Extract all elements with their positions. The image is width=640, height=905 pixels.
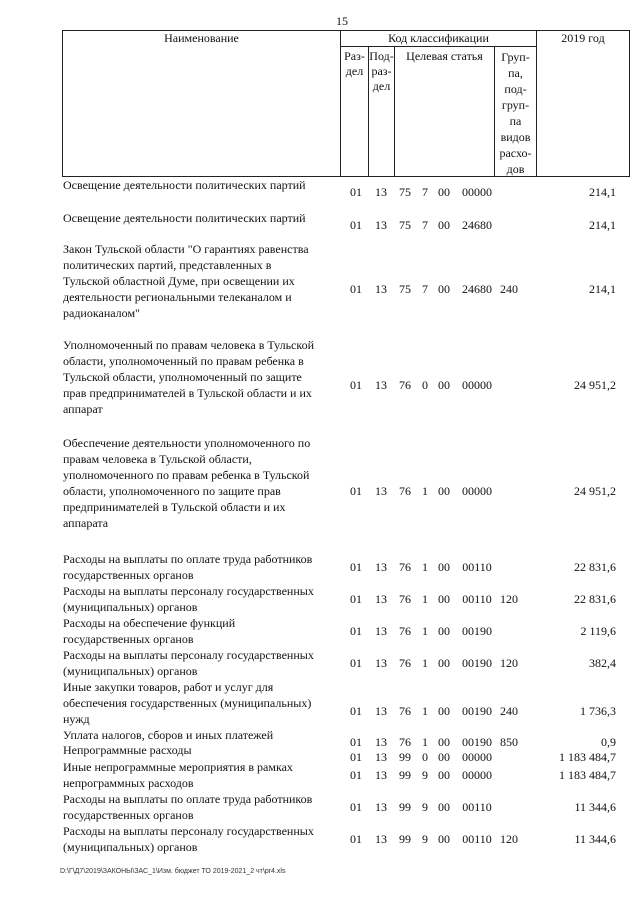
table-row	[62, 583, 630, 615]
row-target-subprogram: 0	[422, 378, 428, 392]
row-name-line: Расходы на выплаты персоналу государственных	[63, 648, 314, 662]
row-target-direction: 00	[438, 832, 450, 846]
row-name	[63, 551, 339, 583]
row-name-line: (муниципальных) органов	[63, 664, 198, 678]
row-name-line: (муниципальных) органов	[63, 840, 198, 854]
table-row	[62, 679, 630, 727]
table-row	[62, 742, 630, 764]
row-amount: 22 831,6	[574, 560, 616, 574]
row-target-subprogram: 1	[422, 624, 428, 638]
header-group-line: па	[509, 114, 522, 128]
row-razdel: 01	[350, 560, 362, 574]
row-target-direction: 00	[438, 185, 450, 199]
row-name	[63, 337, 339, 417]
row-name-line: правам человека в Тульской области,	[63, 452, 252, 466]
table-header	[62, 30, 630, 177]
row-amount: 11 344,6	[574, 832, 616, 846]
header-group-line: дов	[506, 162, 525, 176]
row-target-program: 99	[399, 750, 411, 764]
row-name-line: Тульской области, уполномоченный по защите	[63, 370, 302, 384]
row-group: 120	[500, 592, 518, 606]
header-group-line: под-	[504, 82, 527, 96]
header-name	[62, 30, 340, 177]
row-name-line: Непрограммные расходы	[63, 743, 192, 757]
row-razdel: 01	[350, 378, 362, 392]
row-amount: 214,1	[589, 282, 616, 296]
row-name-line: прав предпринимателей в Тульской области и их	[63, 386, 312, 400]
row-target-program: 76	[399, 484, 411, 498]
row-podrazdel: 13	[375, 656, 387, 670]
row-name-line: области, уполномоченного по защите прав	[63, 484, 281, 498]
file-path-footer: D:\Г\Д7\2019\ЗАКОНЫ\ЗАС_1\Изм. бюджет ТО 2019-2021_2 чт\pr4.xls	[60, 868, 286, 875]
row-name-line: Расходы на обеспечение функций	[63, 616, 236, 630]
header-podrazdel-line: раз-	[371, 64, 392, 78]
header-podrazdel-line: дел	[372, 79, 391, 93]
row-amount: 11 344,6	[574, 800, 616, 814]
row-target-subprogram: 7	[422, 185, 428, 199]
row-name-line: Иные закупки товаров, работ и услуг для	[63, 680, 274, 694]
row-razdel: 01	[350, 832, 362, 846]
row-razdel: 01	[350, 768, 362, 782]
row-podrazdel: 13	[375, 592, 387, 606]
row-name	[63, 435, 339, 531]
row-name	[63, 583, 339, 615]
row-target-direction: 00	[438, 704, 450, 718]
row-podrazdel: 13	[375, 484, 387, 498]
header-name-label: Наименование	[164, 31, 239, 45]
row-target-subprogram: 9	[422, 800, 428, 814]
row-razdel: 01	[350, 185, 362, 199]
row-target-program: 75	[399, 218, 411, 232]
row-target-code: 00000	[462, 768, 492, 782]
row-name-line: аппарат	[63, 402, 103, 416]
row-target-subprogram: 7	[422, 218, 428, 232]
row-amount: 2 119,6	[580, 624, 616, 638]
row-name	[63, 679, 339, 727]
table-row	[62, 337, 630, 417]
table-row	[62, 647, 630, 679]
row-target-direction: 00	[438, 592, 450, 606]
row-podrazdel: 13	[375, 832, 387, 846]
table-row	[62, 727, 630, 749]
row-name	[63, 727, 339, 743]
header-target	[394, 46, 494, 177]
row-name-line: Тульской областной Думе, при освещении их	[63, 274, 295, 288]
row-podrazdel: 13	[375, 735, 387, 749]
row-razdel: 01	[350, 704, 362, 718]
row-razdel: 01	[350, 218, 362, 232]
row-name-line: Иные непрограммные мероприятия в рамках	[63, 760, 293, 774]
row-name	[63, 742, 339, 758]
row-name-line: Освещение деятельности политических партий	[63, 211, 306, 225]
row-group: 120	[500, 656, 518, 670]
row-podrazdel: 13	[375, 378, 387, 392]
table-row	[62, 210, 630, 232]
row-target-direction: 00	[438, 624, 450, 638]
row-razdel: 01	[350, 282, 362, 296]
row-name-line: политических партий, представленных в	[63, 258, 272, 272]
header-podrazdel-line: Под-	[369, 49, 394, 63]
row-podrazdel: 13	[375, 704, 387, 718]
row-podrazdel: 13	[375, 185, 387, 199]
row-name-line: Уполномоченный по правам человека в Тульской	[63, 338, 315, 352]
header-code	[340, 30, 536, 46]
row-name-line: Закон Тульской области "О гарантиях равенства	[63, 242, 309, 256]
row-target-code: 24680	[462, 282, 492, 296]
table-row	[62, 791, 630, 823]
row-name	[63, 823, 339, 855]
row-razdel: 01	[350, 750, 362, 764]
row-amount: 24 951,2	[574, 378, 616, 392]
row-amount: 1 183 484,7	[559, 750, 616, 764]
header-code-label: Код классификации	[388, 31, 489, 45]
row-target-subprogram: 1	[422, 560, 428, 574]
row-amount: 1 183 484,7	[559, 768, 616, 782]
row-target-program: 99	[399, 768, 411, 782]
row-podrazdel: 13	[375, 282, 387, 296]
row-target-code: 00190	[462, 656, 492, 670]
row-podrazdel: 13	[375, 750, 387, 764]
row-razdel: 01	[350, 624, 362, 638]
header-group-line: видов	[500, 130, 531, 144]
row-name-line: Расходы на выплаты персоналу государственных	[63, 584, 314, 598]
row-target-direction: 00	[438, 800, 450, 814]
row-target-subprogram: 1	[422, 656, 428, 670]
row-target-subprogram: 9	[422, 832, 428, 846]
header-razdel-line: дел	[345, 64, 364, 78]
row-razdel: 01	[350, 800, 362, 814]
row-amount: 24 951,2	[574, 484, 616, 498]
row-target-code: 00110	[462, 560, 492, 574]
row-name-line: уполномоченного по правам ребенка в Тульской	[63, 468, 310, 482]
row-target-direction: 00	[438, 218, 450, 232]
row-name-line: области, уполномоченный по правам ребенка в	[63, 354, 304, 368]
row-target-program: 76	[399, 624, 411, 638]
row-group: 240	[500, 282, 518, 296]
row-target-code: 00000	[462, 750, 492, 764]
row-name	[63, 210, 339, 226]
row-target-code: 00110	[462, 832, 492, 846]
row-target-direction: 00	[438, 656, 450, 670]
row-name-line: государственных органов	[63, 568, 194, 582]
row-target-subprogram: 9	[422, 768, 428, 782]
row-podrazdel: 13	[375, 560, 387, 574]
row-target-direction: 00	[438, 484, 450, 498]
header-year-label: 2019 год	[561, 31, 605, 45]
row-podrazdel: 13	[375, 768, 387, 782]
row-target-subprogram: 7	[422, 282, 428, 296]
row-name	[63, 759, 339, 791]
row-target-code: 00110	[462, 592, 492, 606]
row-target-code: 00190	[462, 624, 492, 638]
row-target-code: 00190	[462, 704, 492, 718]
row-name-line: государственных органов	[63, 632, 194, 646]
row-target-program: 76	[399, 704, 411, 718]
header-group-line: Груп-	[501, 50, 530, 64]
row-target-program: 76	[399, 560, 411, 574]
row-name-line: государственных органов	[63, 808, 194, 822]
row-razdel: 01	[350, 592, 362, 606]
row-target-code: 00190	[462, 735, 492, 749]
row-target-subprogram: 1	[422, 704, 428, 718]
row-amount: 1 736,3	[580, 704, 616, 718]
row-target-program: 76	[399, 592, 411, 606]
row-name-line: радиоканалом"	[63, 306, 140, 320]
row-target-code: 00110	[462, 800, 492, 814]
row-amount: 382,4	[589, 656, 616, 670]
row-name	[63, 241, 339, 321]
header-razdel	[340, 46, 368, 177]
row-name-line: Расходы на выплаты по оплате труда работников	[63, 552, 313, 566]
header-group	[494, 46, 536, 177]
row-name	[63, 615, 339, 647]
row-name-line: непрограммных расходов	[63, 776, 194, 790]
row-amount: 214,1	[589, 185, 616, 199]
row-target-program: 76	[399, 656, 411, 670]
row-name-line: (муниципальных) органов	[63, 600, 198, 614]
row-amount: 22 831,6	[574, 592, 616, 606]
row-target-subprogram: 1	[422, 484, 428, 498]
row-target-direction: 00	[438, 750, 450, 764]
row-podrazdel: 13	[375, 800, 387, 814]
row-razdel: 01	[350, 656, 362, 670]
row-target-subprogram: 0	[422, 750, 428, 764]
header-target-label: Целевая статья	[406, 49, 483, 63]
table-row	[62, 759, 630, 791]
row-name	[63, 177, 339, 193]
row-amount: 214,1	[589, 218, 616, 232]
row-name-line: Обеспечение деятельности уполномоченного по	[63, 436, 311, 450]
row-target-direction: 00	[438, 282, 450, 296]
table-row	[62, 177, 630, 199]
row-razdel: 01	[350, 484, 362, 498]
row-target-program: 99	[399, 832, 411, 846]
row-target-code: 00000	[462, 185, 492, 199]
row-target-code: 00000	[462, 484, 492, 498]
row-podrazdel: 13	[375, 624, 387, 638]
row-group: 120	[500, 832, 518, 846]
row-target-program: 99	[399, 800, 411, 814]
row-name-line: обеспечения государственных (муниципальных)	[63, 696, 312, 710]
row-target-code: 24680	[462, 218, 492, 232]
row-name	[63, 791, 339, 823]
row-target-subprogram: 1	[422, 592, 428, 606]
page-number: 15	[336, 14, 348, 28]
row-amount: 0,9	[601, 735, 616, 749]
row-target-direction: 00	[438, 735, 450, 749]
header-razdel-line: Раз-	[344, 49, 365, 63]
row-target-direction: 00	[438, 378, 450, 392]
header-group-line: груп-	[501, 98, 530, 112]
row-name-line: Освещение деятельности политических партий	[63, 178, 306, 192]
table-row	[62, 241, 630, 321]
header-year	[536, 30, 630, 177]
row-target-program: 75	[399, 282, 411, 296]
table-row	[62, 435, 630, 531]
row-name-line: аппарата	[63, 516, 109, 530]
row-name-line: деятельности региональными телеканалом и	[63, 290, 292, 304]
row-name-line: Уплата налогов, сборов и иных платежей	[63, 728, 274, 742]
table-row	[62, 615, 630, 647]
row-razdel: 01	[350, 735, 362, 749]
row-name-line: Расходы на выплаты персоналу государственных	[63, 824, 314, 838]
row-target-subprogram: 1	[422, 735, 428, 749]
row-target-code: 00000	[462, 378, 492, 392]
row-name-line: Расходы на выплаты по оплате труда работников	[63, 792, 313, 806]
header-group-line: расхо-	[499, 146, 532, 160]
row-group: 850	[500, 735, 518, 749]
row-name-line: нужд	[63, 712, 90, 726]
table-row	[62, 823, 630, 855]
row-target-program: 76	[399, 378, 411, 392]
row-group: 240	[500, 704, 518, 718]
table-row	[62, 551, 630, 583]
row-target-program: 76	[399, 735, 411, 749]
row-podrazdel: 13	[375, 218, 387, 232]
row-name	[63, 647, 339, 679]
header-group-line: па,	[508, 66, 523, 80]
row-target-direction: 00	[438, 560, 450, 574]
header-podrazdel	[368, 46, 394, 177]
row-name-line: предпринимателей в Тульской области и их	[63, 500, 286, 514]
row-target-program: 75	[399, 185, 411, 199]
row-target-direction: 00	[438, 768, 450, 782]
